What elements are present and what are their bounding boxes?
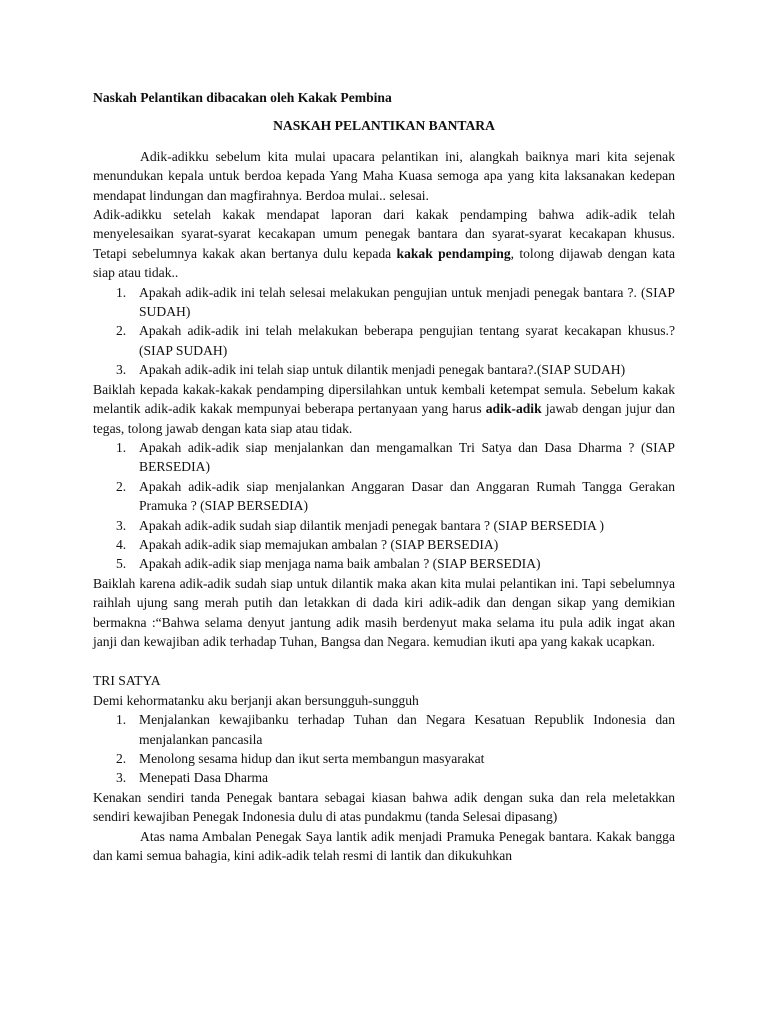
list-item: [93, 535, 675, 554]
list-item-number: 3.: [116, 517, 127, 533]
list-item-text: Apakah adik-adik ini telah siap untuk dilantik menjadi penegak bantara?.(SIAP SUDAH): [139, 362, 626, 378]
list-item: [93, 321, 675, 360]
paragraph-adik: [93, 380, 675, 438]
list-item: [93, 283, 675, 322]
document-body: [93, 88, 675, 865]
list-item-text: Menolong sesama hidup dan ikut serta membangun masyarakat: [139, 751, 485, 766]
document-title: NASKAH PELANTIKAN BANTARA: [273, 118, 495, 134]
list-pendamping-questions: [93, 283, 675, 380]
list-adik-questions: [93, 438, 675, 574]
document-header: Naskah Pelantikan dibacakan oleh Kakak Pembina: [93, 90, 392, 105]
list-item-text: Apakah adik-adik siap menjaga nama baik ambalan ? (SIAP BERSEDIA): [139, 556, 541, 572]
list-item: [93, 477, 675, 516]
paragraph-intro: Adik-adikku sebelum kita mulai upacara pelantikan ini, alangkah baiknya mari kita sejenak menundukan kepala untuk berdoa kepada Yang Maha Kuasa semoga apa yang kita laksanakan kedepan mendapat lindungan dan magfirahnya. Berdoa mulai.. selesai.: [93, 148, 675, 203]
list-item-number: 2.: [116, 751, 127, 766]
paragraph-report: [93, 205, 675, 283]
list-item-number: 1.: [116, 712, 127, 728]
list-item-number: 1.: [116, 439, 127, 455]
list-item-text: Apakah adik-adik siap menjalankan Anggaran Dasar dan Anggaran Rumah Tangga Gerakan Pramuka ? (SIAP BERSEDIA): [139, 478, 675, 514]
list-item-text: Apakah adik-adik ini telah selesai melakukan pengujian untuk menjadi penegak bantara ?. (SIAP SUDAH): [139, 284, 675, 320]
list-item-text: Apakah adik-adik sudah siap dilantik menjadi penegak bantara ? (SIAP BERSEDIA ): [139, 517, 604, 533]
list-item: [93, 438, 675, 477]
list-item-number: 3.: [116, 770, 127, 786]
list-item-number: 1.: [116, 284, 127, 300]
list-item-number: 2.: [116, 323, 127, 339]
list-item-number: 2.: [116, 478, 127, 494]
list-item: [93, 516, 675, 535]
paragraph-report-bold: kakak pendamping: [396, 245, 511, 261]
list-item-text: Apakah adik-adik siap memajukan ambalan ? (SIAP BERSEDIA): [139, 536, 499, 552]
list-item: [93, 360, 675, 379]
paragraph-tanda: Kenakan sendiri tanda Penegak bantara sebagai kiasan bahwa adik dengan suka dan rela meletakkan sendiri kewajiban Penegak Indonesia dulu di atas pundakmu (tanda Selesai dipasang): [93, 789, 675, 825]
list-item: [93, 768, 675, 787]
list-item: [93, 554, 675, 573]
trisatya-title: TRI SATYA: [93, 673, 161, 689]
paragraph-lantik: Atas nama Ambalan Penegak Saya lantik adik menjadi Pramuka Penegak bantara. Kakak bangga dan kami semua bahagia, kini adik-adik telah resmi di lantik dan dikukuhkan: [93, 828, 675, 864]
paragraph-adik-text-2: jawab dengan jujur dan tegas, tolong jawab dengan kata siap atau tidak.: [93, 401, 675, 436]
list-item-text: Menepati Dasa Dharma: [139, 770, 269, 786]
list-item-text: Menjalankan kewajibanku terhadap Tuhan dan Negara Kesatuan Republik Indonesia dan menjalankan pancasila: [139, 712, 675, 747]
list-item: [93, 749, 675, 768]
list-trisatya: [93, 710, 675, 788]
list-item-number: 4.: [116, 536, 127, 552]
paragraph-adik-bold: adik-adik: [485, 401, 542, 417]
list-item-number: 3.: [116, 362, 127, 378]
list-item: [93, 710, 675, 749]
paragraph-report-text-2: , tolong dijawab dengan kata siap atau tidak..: [93, 245, 675, 281]
list-item-text: Apakah adik-adik ini telah melakukan beberapa pengujian tentang syarat kecakapan khusus.? (SIAP SUDAH): [139, 323, 675, 358]
list-item-number: 5.: [116, 556, 127, 572]
trisatya-oath: Demi kehormatanku aku berjanji akan bersungguh-sungguh: [93, 692, 419, 708]
paragraph-adik-text-1: Baiklah kepada kakak-kakak pendamping dipersilahkan untuk kembali ketempat semula. Sebelum kakak melantik adik-adik kakak mempunyai beberapa pertanyaan yang harus: [93, 381, 675, 417]
paragraph-report-text-1: Adik-adikku setelah kakak mendapat laporan dari kakak pendamping bahwa adik-adik telah menyelesaikan syarat-syarat kecakapan umum penegak bantara dan syarat-syarat kecakapan khusus. Tetapi sebelumnya kakak akan bertanya dulu kepada: [93, 207, 675, 261]
list-item-text: Apakah adik-adik siap menjalankan dan mengamalkan Tri Satya dan Dasa Dharma ? (SIAP BERSEDIA): [139, 439, 675, 475]
paragraph-ready: Baiklah karena adik-adik sudah siap untuk dilantik maka akan kita mulai pelantikan ini. Tapi sebelumnya raihlah ujung sang merah putih dan letakkan di dada kiri adik-adik dan dengan sikap yang demikian bermakna :“Bahwa selama denyut jantung adik masih berdenyut maka selama itu pula adik ingat akan janji dan kewajiban adik terhadap Tuhan, Bangsa dan Negara. kemudian ikuti apa yang kakak ucapkan.: [93, 575, 675, 649]
